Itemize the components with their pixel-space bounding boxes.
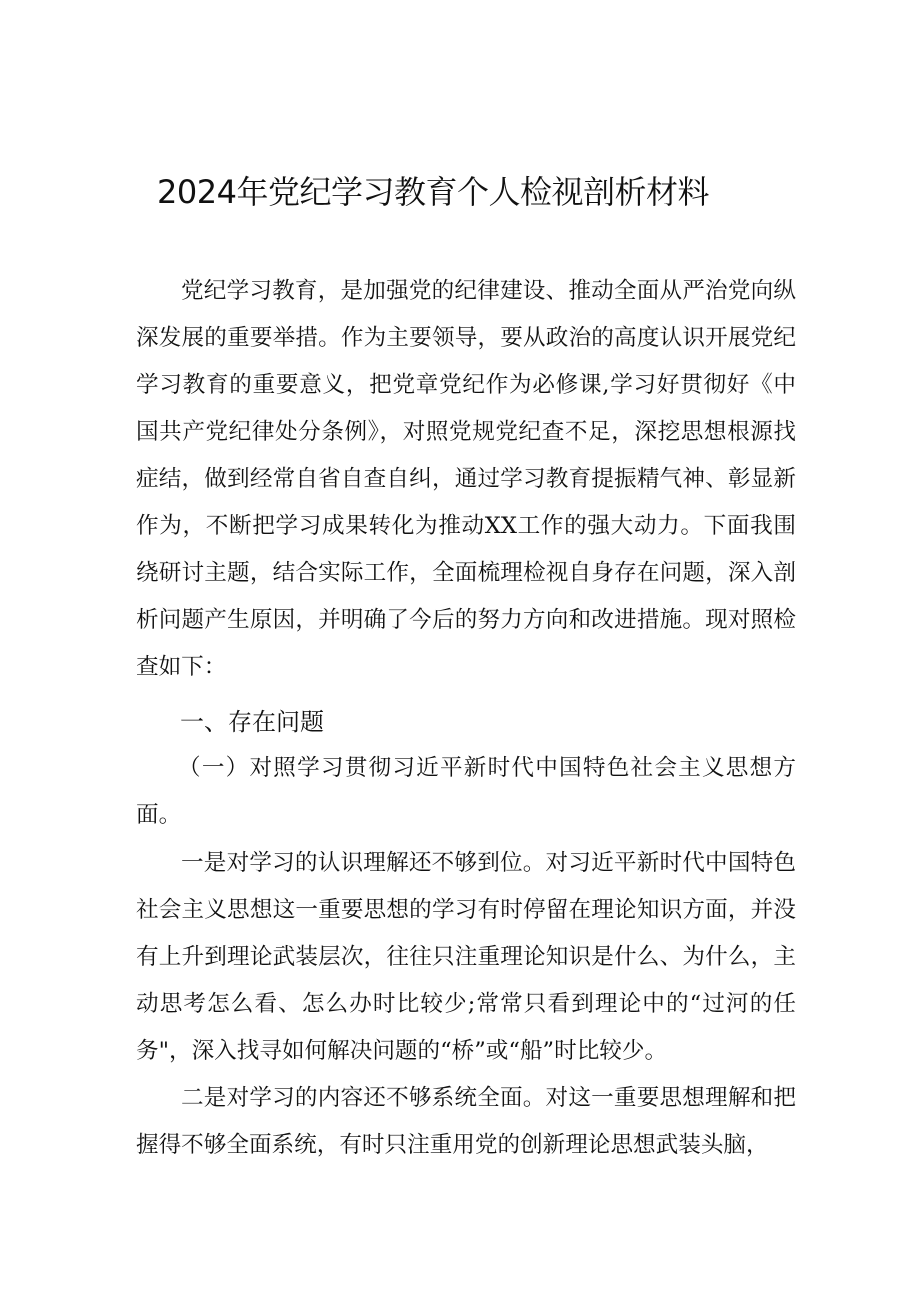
- point-paragraph-2: 二是对学习的内容还不够系统全面。对这一重要思想理解和把握得不够全面系统，有时只注重用党的创新理论思想武装头脑，: [136, 1085, 796, 1158]
- intro-paragraph: 党纪学习教育，是加强党的纪律建设、推动全面从严治党向纵深发展的重要举措。作为主要领导，要从政治的高度认识开展党纪学习教育的重要意义，把党章党纪作为必修课,学习好贯彻好《中国共产党纪律处分条例》，对照党规党纪查不足，深挖思想根源找症结，做到经常自省自查自纠，通过学习教育提振精气神、彰显新作为，不断把学习成果转化为推动XX工作的强大动力。下面我围绕研讨主题，结合实际工作，全面梳理检视自身存在问题，深入剖析问题产生原因，并明确了今后的努力方向和改进措施。现对照检查如下：: [136, 278, 796, 680]
- point-paragraph-1: 一是对学习的认识理解还不够到位。对习近平新时代中国特色社会主义思想这一重要思想的学习有时停留在理论知识方面，并没有上升到理论武装层次，往往只注重理论知识是什么、为什么，主动思考怎么看、怎么办时比较少;常常只看到理论中的“过河的任务"，深入找寻如何解决问题的“桥”或“船”时比较少。: [136, 850, 796, 1064]
- document-title: 2024年党纪学习教育个人检视剖析材料: [157, 173, 709, 211]
- section-heading-problems: 一、存在问题: [180, 708, 324, 736]
- subsection-heading-1: （一）对照学习贯彻习近平新时代中国特色社会主义思想方面。: [136, 755, 796, 828]
